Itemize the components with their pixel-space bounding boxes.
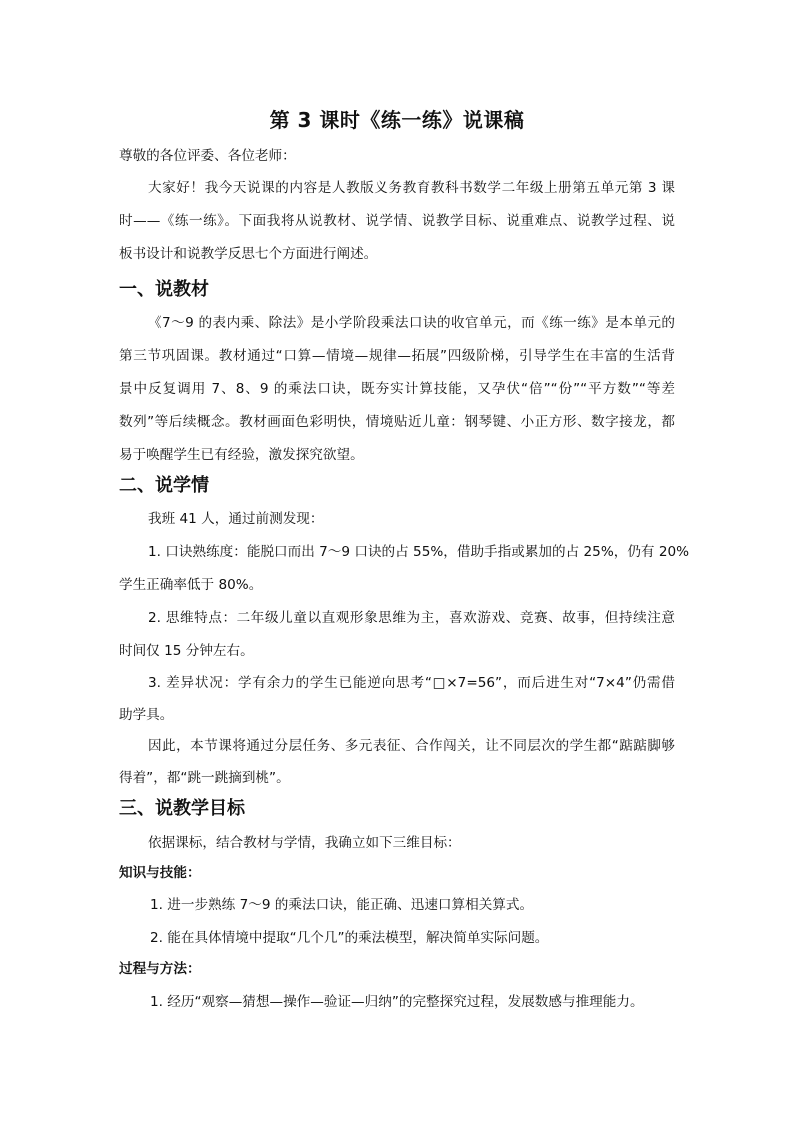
process-item-1: 1. 经历“观察—猜想—操作—验证—归纳”的完整探究过程，发展数感与推理能力。 [150, 994, 644, 1010]
intro-line-2: 时——《练一练》。下面我将从说教材、说学情、说教学目标、说重难点、说教学过程、说 [119, 213, 675, 229]
students-item-1-line-1: 1. 口诀熟练度：能脱口而出 7～9 口诀的占 55%，借助手指或累加的占 25%，仍有 20% [148, 544, 690, 560]
knowledge-item-1: 1. 进一步熟练 7～9 的乘法口诀，能正确、迅速口算相关算式。 [150, 897, 534, 913]
intro-line-3: 板书设计和说教学反思七个方面进行阐述。 [119, 246, 378, 262]
section-heading-objectives: 三、说教学目标 [119, 798, 245, 819]
students-lead: 我班 41 人，通过前测发现： [148, 511, 324, 527]
students-conclusion-line-2: 得着”，都“跳一跳摘到桃”。 [119, 770, 290, 786]
process-methods-label: 过程与方法： [119, 961, 201, 977]
students-item-3-line-1: 3. 差异状况：学有余力的学生已能逆向思考“□×7=56”，而后进生对“7×4”仍需借 [148, 675, 675, 691]
textbook-line-2: 第三节巩固课。教材通过“口算—情境—规律—拓展”四级阶梯，引导学生在丰富的生活背 [119, 348, 675, 364]
page-title: 第 3 课时《练一练》说课稿 [269, 108, 525, 132]
students-conclusion-line-1: 因此，本节课将通过分层任务、多元表征、合作闯关，让不同层次的学生都“踮踮脚够 [148, 738, 675, 754]
objectives-lead: 依据课标，结合教材与学情，我确立如下三维目标： [148, 835, 461, 851]
students-item-1-line-2: 学生正确率低于 80%。 [119, 577, 263, 593]
knowledge-item-2: 2. 能在具体情境中提取“几个几”的乘法模型，解决简单实际问题。 [150, 930, 549, 946]
greeting: 尊敬的各位评委、各位老师： [119, 148, 296, 164]
students-item-2-line-1: 2. 思维特点：二年级儿童以直观形象思维为主，喜欢游戏、竞赛、故事，但持续注意 [148, 610, 675, 626]
section-heading-students: 二、说学情 [119, 475, 209, 496]
textbook-line-1: 《7～9 的表内乘、除法》是小学阶段乘法口诀的收官单元，而《练一练》是本单元的 [148, 315, 675, 331]
textbook-line-5: 易于唤醒学生已有经验，激发探究欲望。 [119, 447, 364, 463]
intro-line-1: 大家好！我今天说课的内容是人教版义务教育教科书数学二年级上册第五单元第 3 课 [148, 180, 675, 196]
students-item-2-line-2: 时间仅 15 分钟左右。 [119, 643, 254, 659]
textbook-line-3: 景中反复调用 7、8、9 的乘法口诀，既夯实计算技能，又孕伏“倍”“份”“平方数”“等差 [119, 381, 675, 397]
knowledge-skills-label: 知识与技能： [119, 865, 201, 881]
textbook-line-4: 数列”等后续概念。教材画面色彩明快，情境贴近儿童：钢琴键、小正方形、数字接龙，都 [119, 414, 675, 430]
section-heading-textbook: 一、说教材 [119, 279, 209, 300]
students-item-3-line-2: 助学具。 [119, 707, 174, 723]
